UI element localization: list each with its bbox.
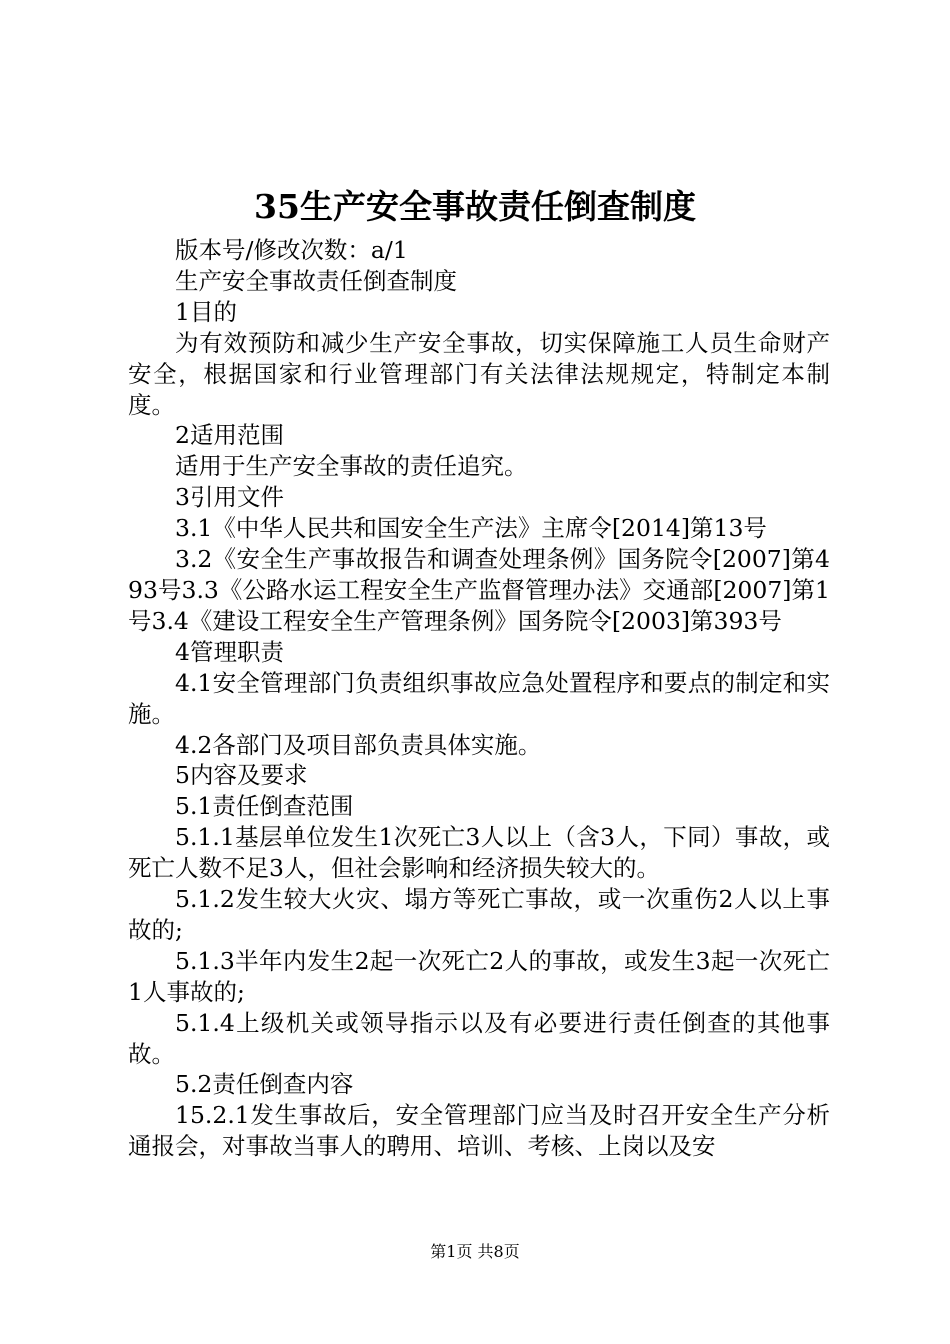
section-heading: 1目的 bbox=[175, 297, 237, 326]
page-number-footer: 第1页 共8页 bbox=[430, 1242, 520, 1261]
section-heading: 4管理职责 bbox=[175, 637, 284, 666]
paragraph: 5.1.1基层单位发生1次死亡3人以上（含3人，下同）事故，或死亡人数不足3人，但社会影响和经济损失较大的。 bbox=[128, 823, 830, 883]
paragraph: 4.2各部门及项目部负责具体实施。 bbox=[175, 730, 542, 759]
subsection-heading: 5.1责任倒查范围 bbox=[175, 792, 354, 821]
paragraph: 3.1《中华人民共和国安全生产法》主席令[2014]第13号 bbox=[175, 514, 767, 543]
paragraph: 3.2《安全生产事故报告和调查处理条例》国务院令[2007]第493号3.3《公路水运工程安全生产监督管理办法》交通部[2007]第1号3.4《建设工程安全生产管理条例》国务院令[2003]第393号 bbox=[128, 545, 830, 635]
subsection-heading: 5.2责任倒查内容 bbox=[175, 1070, 354, 1099]
paragraph-subtitle: 生产安全事故责任倒查制度 bbox=[175, 266, 457, 295]
paragraph: 为有效预防和减少生产安全事故，切实保障施工人员生命财产安全，根据国家和行业管理部门有关法律法规规定，特制定本制度。 bbox=[128, 328, 830, 419]
section-heading: 2适用范围 bbox=[175, 421, 284, 450]
section-heading: 3引用文件 bbox=[175, 483, 284, 512]
paragraph: 适用于生产安全事故的责任追究。 bbox=[175, 452, 528, 481]
paragraph: 5.1.4上级机关或领导指示以及有必要进行责任倒查的其他事故。 bbox=[128, 1008, 830, 1068]
paragraph: 5.1.3半年内发生2起一次死亡2人的事故，或发生3起一次死亡1人事故的; bbox=[128, 946, 830, 1006]
paragraph: 5.1.2发生较大火灾、塌方等死亡事故，或一次重伤2人以上事故的; bbox=[128, 885, 830, 944]
paragraph: 15.2.1发生事故后，安全管理部门应当及时召开安全生产分析通报会，对事故当事人的聘用、培训、考核、上岗以及安 bbox=[128, 1101, 830, 1161]
paragraph-version: 版本号/修改次数：a/1 bbox=[175, 236, 408, 264]
paragraph: 4.1安全管理部门负责组织事故应急处置程序和要点的制定和实施。 bbox=[128, 668, 830, 728]
section-heading: 5内容及要求 bbox=[175, 761, 308, 790]
document-title: 35生产安全事故责任倒查制度 bbox=[254, 187, 696, 226]
document-body bbox=[128, 235, 830, 1162]
